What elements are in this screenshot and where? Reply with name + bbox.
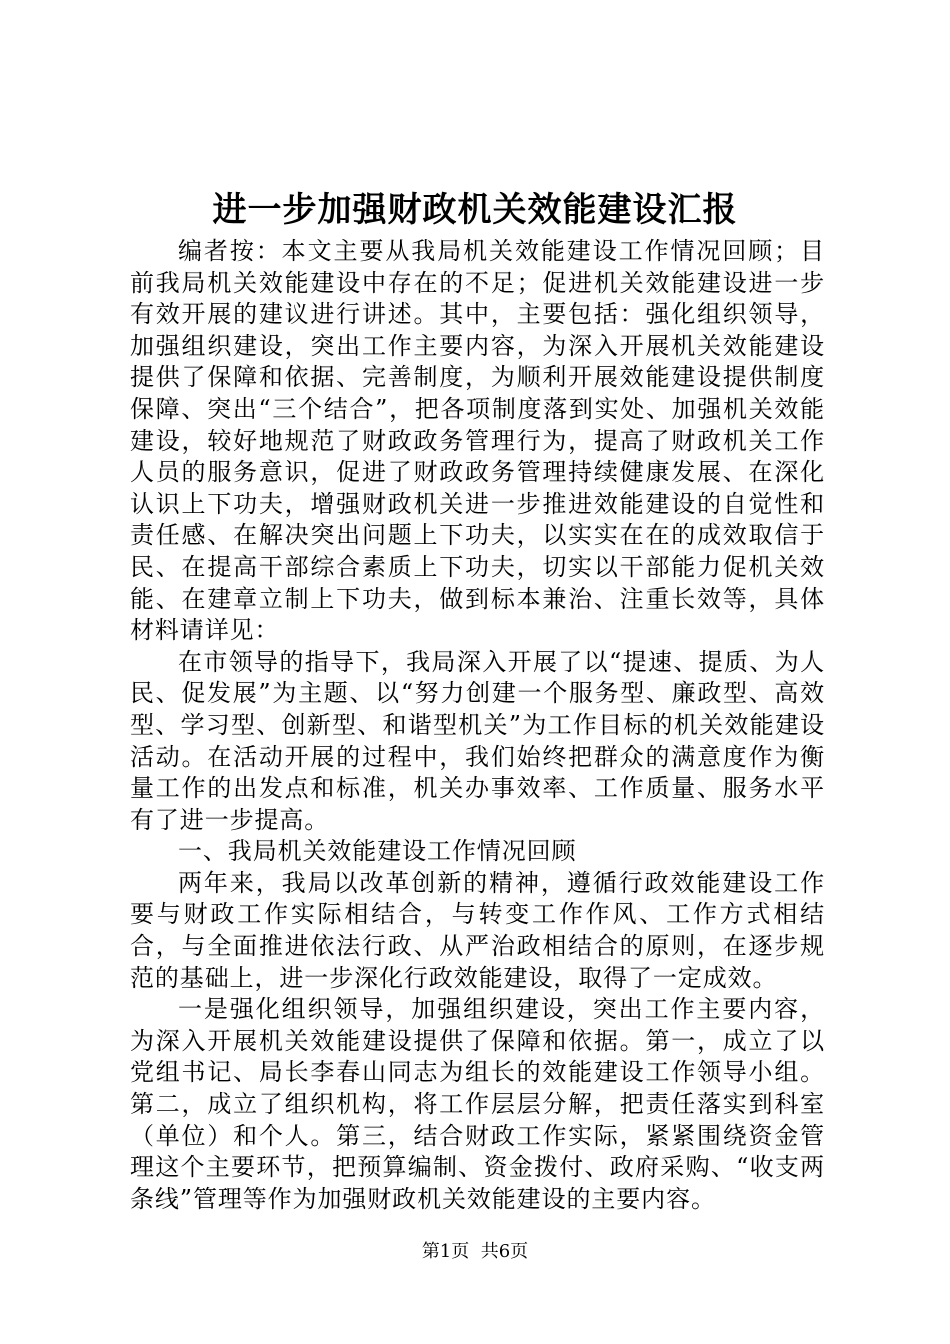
paragraph-two-years: 两年来，我局以改革创新的精神，遵循行政效能建设工作要与财政工作实际相结合，与转变工作作风、工作方式相结合，与全面推进依法行政、从严治政相结合的原则，在逐步规范的基础上，进一步深化行政效能建设，取得了一定成效。 bbox=[130, 868, 825, 992]
total-pages: 共6页 bbox=[480, 1241, 529, 1262]
paragraph-editor-note: 编者按：本文主要从我局机关效能建设工作情况回顾；目前我局机关效能建设中存在的不足；促进机关效能建设进一步有效开展的建议进行讲述。其中，主要包括：强化组织领导，加强组织建设，突出工作主要内容，为深入开展机关效能建设提供了保障和依据、完善制度，为顺利开展效能建设提供制度保障、突出“三个结合”，把各项制度落到实处、加强机关效能建设，较好地规范了财政政务管理行为，提高了财政机关工作人员的服务意识，促进了财政政务管理持续健康发展、在深化认识上下功夫，增强财政机关进一步推进效能建设的自觉性和责任感、在解决突出问题上下功夫，以实实在在的成效取信于民、在提高干部综合素质上下功夫，切实以干部能力促机关效能、在建章立制上下功夫，做到标本兼治、注重长效等，具体材料请详见： bbox=[130, 237, 825, 645]
document-body bbox=[130, 236, 825, 1215]
section-heading-review: 一、我局机关效能建设工作情况回顾 bbox=[178, 837, 577, 866]
paragraph-intro: 在市领导的指导下，我局深入开展了以“提速、提质、为人民、促发展”为主题、以“努力创建一个服务型、廉政型、高效型、学习型、创新型、和谐型机关”为工作目标的机关效能建设活动。在活动开展的过程中，我们始终把群众的满意度作为衡量工作的出发点和标准，机关办事效率、工作质量、服务水平有了进一步提高。 bbox=[130, 647, 825, 834]
page-footer bbox=[0, 1240, 950, 1264]
document-title: 进一步加强财政机关效能建设汇报 bbox=[212, 190, 738, 230]
page-number: 第1页 bbox=[421, 1241, 470, 1262]
paragraph-organization: 一是强化组织领导，加强组织建设，突出工作主要内容，为深入开展机关效能建设提供了保障和依据。第一，成立了以党组书记、局长李春山同志为组长的效能建设工作领导小组。第二，成立了组织机构，将工作层层分解，把责任落实到科室（单位）和个人。第三，结合财政工作实际，紧紧围绕资金管理这个主要环节，把预算编制、资金拨付、政府采购、“收支两条线”管理等作为加强财政机关效能建设的主要内容。 bbox=[130, 995, 825, 1213]
